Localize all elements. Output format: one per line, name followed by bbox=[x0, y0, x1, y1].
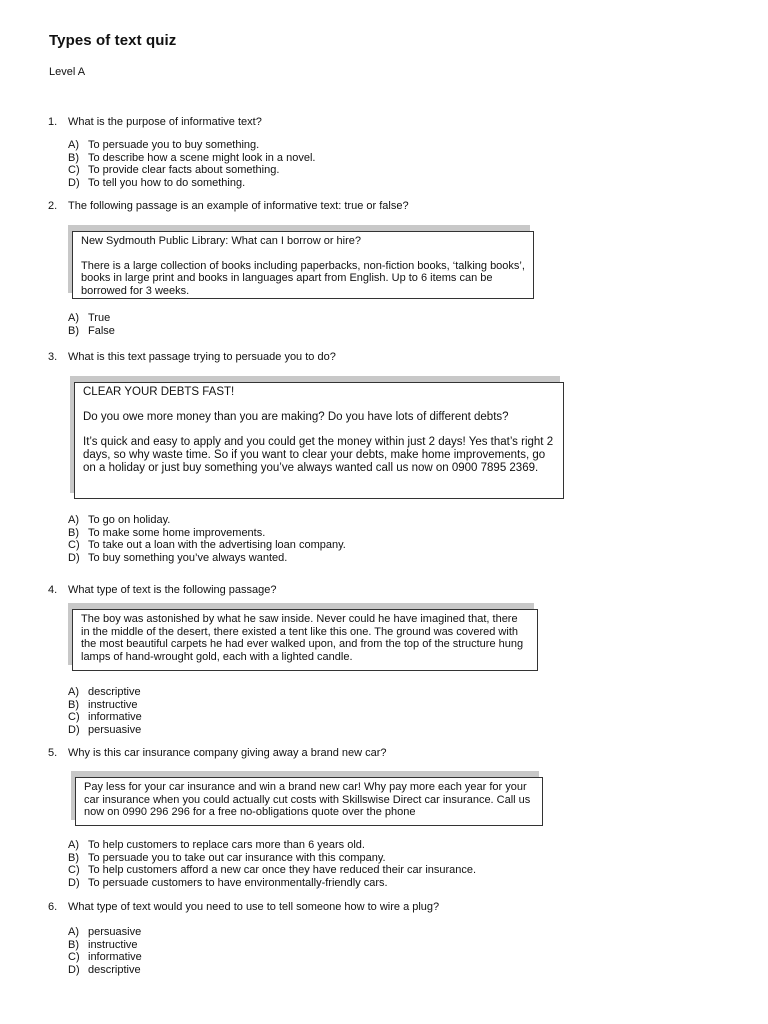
passage-text: The boy was astonished by what he saw inside. Never could he have imagined that, there in the middle of the desert, there existed a tent like this one. The ground was covered with the most beautiful carpets he had ever walked upon, and from the top of the structure hung lamps of hand-wrought gold, each with a lighted candle. bbox=[81, 613, 524, 663]
option-c[interactable]: C) To help customers afford a new car once they have reduced their car insurance. bbox=[68, 864, 477, 876]
question-number: 2. bbox=[48, 200, 58, 212]
question-6 bbox=[48, 901, 439, 914]
passage-box bbox=[72, 231, 534, 299]
question-text: Why is this car insurance company giving away a brand new car? bbox=[68, 747, 387, 759]
question-4-options bbox=[68, 686, 142, 736]
question-4 bbox=[48, 584, 277, 597]
passage-box bbox=[72, 609, 538, 671]
question-number: 6. bbox=[48, 901, 58, 913]
passage-text: It’s quick and easy to apply and you could get the money within just 2 days! Yes that’s right 2 days, so why waste time. So if you want to clear your debts, make home improvements, go on a holiday or just buy something you’ve always wanted call us now on 0900 7895 2369. bbox=[83, 436, 554, 474]
option-d[interactable]: D) To buy something you’ve always wanted. bbox=[68, 551, 288, 564]
option-a[interactable]: A) persuasive bbox=[68, 926, 142, 938]
option-a[interactable]: A) descriptive bbox=[68, 686, 141, 698]
question-text: What is this text passage trying to persuade you to do? bbox=[68, 351, 336, 363]
option-d[interactable]: D) persuasive bbox=[68, 723, 142, 736]
passage-text: Pay less for your car insurance and win a brand new car! Why pay more each year for your car insurance when you could actually cut costs with Skillswise Direct car insurance. Call us now on 0990 296 296 for a free no-obligations quote over the phone bbox=[84, 781, 531, 818]
option-c[interactable]: C) informative bbox=[68, 951, 142, 963]
option-b[interactable]: B) To describe how a scene might look in a novel. bbox=[68, 151, 316, 164]
passage-box bbox=[74, 382, 564, 499]
question-text: The following passage is an example of informative text: true or false? bbox=[68, 200, 409, 212]
passage-heading: New Sydmouth Public Library: What can I borrow or hire? bbox=[81, 235, 362, 247]
passage-text: There is a large collection of books including paperbacks, non-fiction books, ‘talking books’, books in large print and books in languages apart from English. Up to 6 items can be borrowed for 3 weeks. bbox=[81, 259, 525, 297]
question-text: What type of text would you need to use to tell someone how to wire a plug? bbox=[68, 901, 440, 913]
option-b[interactable]: B) To make some home improvements. bbox=[68, 526, 266, 539]
question-1-options bbox=[68, 139, 315, 189]
question-number: 1. bbox=[48, 116, 58, 128]
question-2 bbox=[48, 200, 409, 213]
option-b[interactable]: B) instructive bbox=[68, 938, 138, 951]
question-3-options bbox=[68, 514, 346, 564]
passage-text: Do you owe more money than you are making? Do you have lots of different debts? bbox=[83, 411, 509, 423]
question-6-options bbox=[68, 926, 142, 976]
question-number: 5. bbox=[48, 747, 58, 759]
option-d[interactable]: D) descriptive bbox=[68, 963, 141, 976]
option-c[interactable]: C) To take out a loan with the advertising loan company. bbox=[68, 539, 346, 551]
option-d[interactable]: D) To tell you how to do something. bbox=[68, 176, 246, 189]
option-a[interactable]: A) True bbox=[68, 312, 111, 324]
option-b[interactable]: B) To persuade you to take out car insurance with this company. bbox=[68, 851, 386, 864]
question-5 bbox=[48, 747, 387, 760]
question-5-options bbox=[68, 839, 476, 889]
question-2-options bbox=[68, 312, 115, 337]
option-a[interactable]: A) To help customers to replace cars more than 6 years old. bbox=[68, 839, 365, 851]
question-number: 3. bbox=[48, 351, 58, 363]
option-b[interactable]: B) False bbox=[68, 324, 115, 337]
option-a[interactable]: A) To go on holiday. bbox=[68, 514, 171, 526]
option-c[interactable]: C) To provide clear facts about something. bbox=[68, 164, 280, 176]
page-title: Types of text quiz bbox=[49, 32, 177, 49]
option-c[interactable]: C) informative bbox=[68, 711, 142, 723]
option-d[interactable]: D) To persuade customers to have environmentally-friendly cars. bbox=[68, 876, 388, 889]
question-text: What type of text is the following passage? bbox=[68, 584, 277, 596]
question-number: 4. bbox=[48, 584, 58, 596]
question-text: What is the purpose of informative text? bbox=[68, 116, 262, 128]
passage-heading: CLEAR YOUR DEBTS FAST! bbox=[83, 386, 235, 398]
question-1 bbox=[48, 116, 262, 129]
level-label: Level A bbox=[49, 66, 86, 78]
option-a[interactable]: A) To persuade you to buy something. bbox=[68, 139, 260, 151]
question-3 bbox=[48, 351, 336, 364]
option-b[interactable]: B) instructive bbox=[68, 698, 138, 711]
passage-box bbox=[75, 777, 543, 826]
